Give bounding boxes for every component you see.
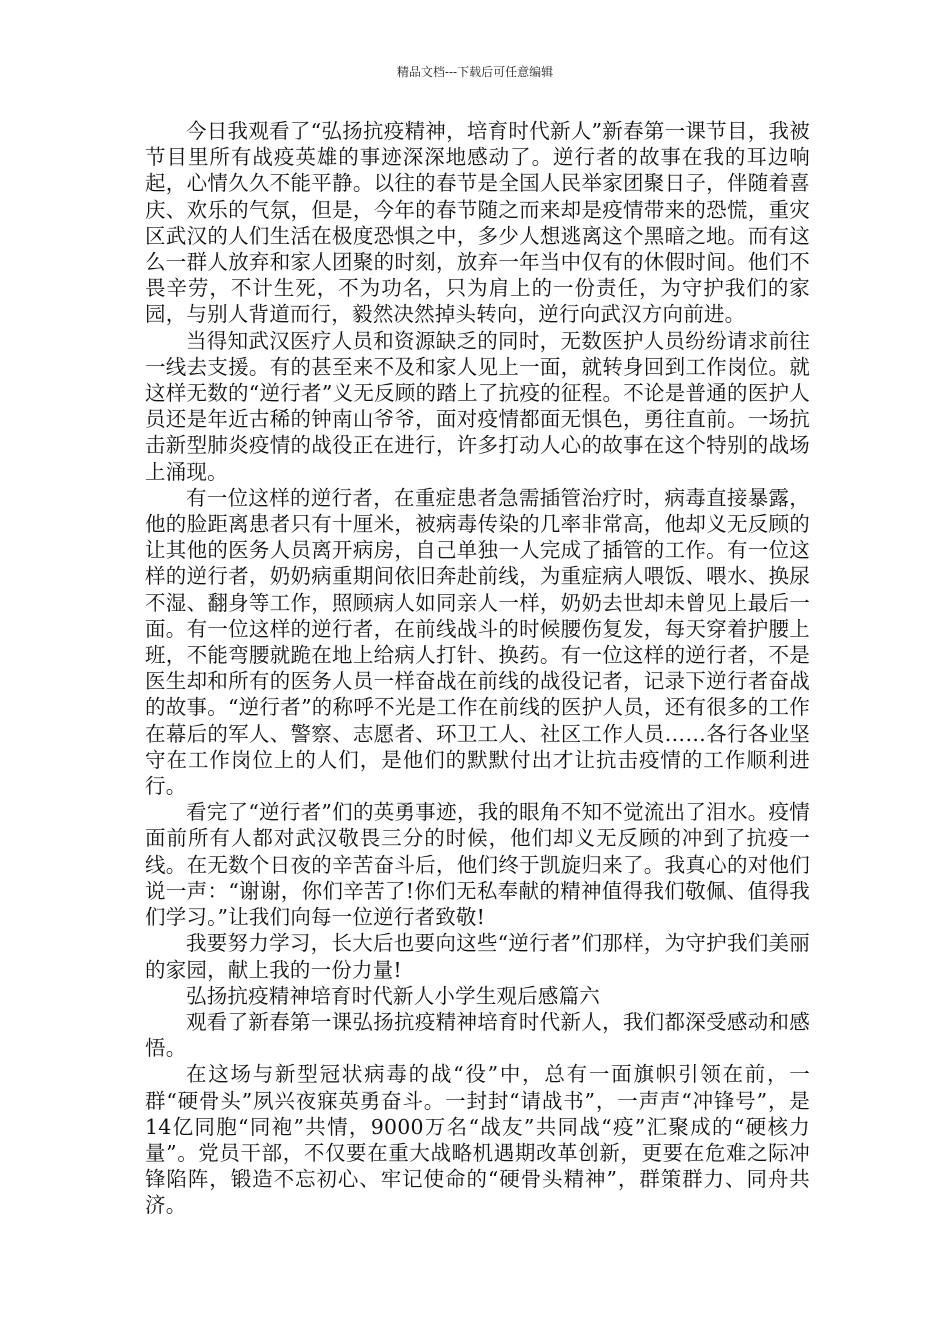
page-header: 精品文档---下载后可任意编辑 (396, 65, 554, 79)
paragraph-2: 当得知武汉医疗人员和资源缺乏的同时，无数医护人员纷纷请求前往一线去支援。有的甚至来不及和家人见上一面，就转身回到工作岗位。就这样无数的“逆行者”义无反顾的踏上了抗疫的征程。不论是普通的医护人员还是年近古稀的钟南山爷爷，面对疫情都面无惧色，勇往直前。一场抗击新型肺炎疫情的战役正在进行，许多打动人心的故事在这个特别的战场上涌现。 (145, 328, 810, 484)
paragraph-7: 在这场与新型冠状病毒的战“役”中，总有一面旗帜引领在前，一群“硬骨头”夙兴夜寐英勇奋斗。一封封“请战书”，一声声“冲锋号”，是14亿同胞“同袍”共情，9000万名“战友”共同战“疫”汇聚成的“硬核力量”。党员干部，不仅要在重大战略机遇期改革创新，更要在危难之际冲锋陷阵，锻造不忘初心、牢记使命的“硬骨头精神”，群策群力、同舟共济。 (145, 1062, 810, 1218)
paragraph-1: 今日我观看了“弘扬抗疫精神，培育时代新人”新春第一课节目，我被节目里所有战疫英雄的事迹深深地感动了。逆行者的故事在我的耳边响起，心情久久不能平静。以往的春节是全国人民举家团聚日子，伴随着喜庆、欢乐的气氛，但是，今年的春节随之而来却是疫情带来的恐慌，重灾区武汉的人们生活在极度恐惧之中，多少人想逃离这个黑暗之地。而有这么一群人放弃和家人团聚的时刻，放弃一年当中仅有的休假时间。他们不畏辛劳，不计生死，不为功名，只为肩上的一份责任，为守护我们的家园，与别人背道而行，毅然决然掉头转向，逆行向武汉方向前进。 (145, 119, 810, 327)
document-body (145, 118, 810, 1219)
paragraph-4: 看完了“逆行者”们的英勇事迹，我的眼角不知不觉流出了泪水。疫情面前所有人都对武汉敬畏三分的时候，他们却义无反顾的冲到了抗疫一线。在无数个日夜的辛苦奋斗后，他们终于凯旋归来了。我真心的对他们说一声：“谢谢，你们辛苦了!你们无私奉献的精神值得我们敬佩、值得我们学习。”让我们向每一位逆行者致敬! (145, 800, 810, 930)
paragraph-5: 我要努力学习，长大后也要向这些“逆行者”们那样，为守护我们美丽的家园，献上我的一份力量! (145, 931, 810, 982)
section-heading: 弘扬抗疫精神培育时代新人小学生观后感篇六 (186, 983, 600, 1008)
paragraph-3: 有一位这样的逆行者，在重症患者急需插管治疗时，病毒直接暴露，他的脸距离患者只有十厘米，被病毒传染的几率非常高，他却义无反顾的让其他的医务人员离开病房，自己单独一人完成了插管的工作。有一位这样的逆行者，奶奶病重期间依旧奔赴前线，为重症病人喂饭、喂水、换尿不湿、翻身等工作，照顾病人如同亲人一样，奶奶去世却未曾见上最后一面。有一位这样的逆行者，在前线战斗的时候腰伤复发，每天穿着护腰上班，不能弯腰就跪在地上给病人打针、换药。有一位这样的逆行者，不是医生却和所有的医务人员一样奋战在前线的战役记者，记录下逆行者奋战的故事。“逆行者”的称呼不光是工作在前线的医护人员，还有很多的工作在幕后的军人、警察、志愿者、环卫工人、社区工作人员……各行各业坚守在工作岗位上的人们，是他们的默默付出才让抗击疫情的工作顺利进行。 (145, 485, 810, 799)
paragraph-6: 观看了新春第一课弘扬抗疫精神培育时代新人，我们都深受感动和感悟。 (145, 1009, 810, 1061)
